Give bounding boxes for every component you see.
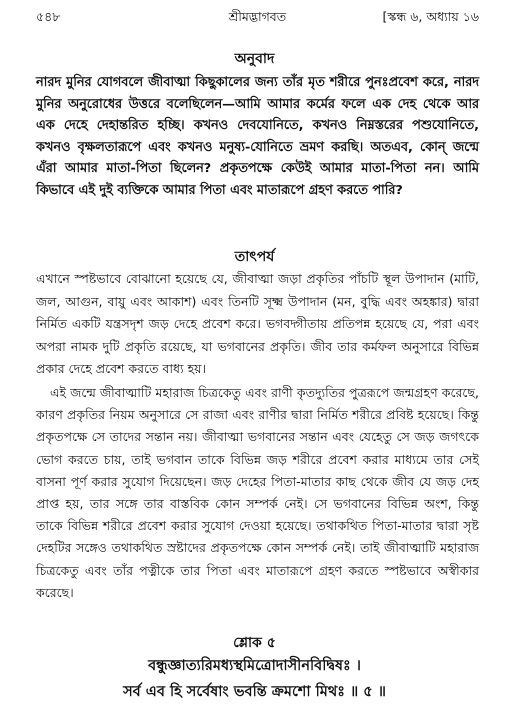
purport-paragraph-1: এখানে স্পষ্টভাবে বোঝানো হয়েছে যে, জীবাত্মা জড়া প্রকৃতির পাঁচটি স্থূল উপাদান (মাটি, জল, আগুন, বায়ু এবং আকাশ) এবং তিনটি সূক্ষ্ম উপাদান (মন, বুদ্ধি এবং অহঙ্কার) দ্বারা নির্মিত একটি যন্ত্রসদৃশ জড় দেহে প্রবেশ করে। ভগবদ্গীতায় প্রতিপন্ন হয়েছে যে, পরা এবং অপরা নামক দুটি প্রকৃতি রয়েছে, যা ভগবানের প্রকৃতি। জীব তার কর্মফল অনুসারে বিভিন্ন প্রকার দেহে প্রবেশ করতে বাধ্য হয়। xyxy=(36,271,479,376)
translation-heading: অনুবাদ xyxy=(234,51,275,67)
purport-heading: তাৎপর্য xyxy=(234,249,275,265)
purport-paragraph-2: এই জন্মে জীবাত্মাটি মহারাজ চিত্রকেতু এবং রাণী কৃতদ্যুতির পুত্ররূপে জন্মগ্রহণ করেছে, কারণ প্রকৃতির নিয়ম অনুসারে সে রাজা এবং রাণীর দ্বারা নির্মিত শরীরে প্রবিষ্ট হয়েছে। কিন্তু প্রকৃতপক্ষে সে তাদের সন্তান নয়। জীবাত্মা ভগবানের সন্তান এবং যেহেতু সে জড় জগৎকে ভোগ করতে চায়, তাই ভগবান তাকে বিভিন্ন জড় শরীরে প্রবেশ করার মাধ্যমে তার সেই বাসনা পূর্ণ করার সুযোগ দিয়েছেন। জড় দেহের পিতা-মাতার কাছ থেকে জীব যে জড় দেহ প্রাপ্ত হয়, তার সঙ্গে তার বাস্তবিক কোন সম্পর্ক নেই। সে ভগবানের বিভিন্ন অংশ, কিন্তু তাকে বিভিন্ন শরীরে প্রবেশ করার সুযোগ দেওয়া হয়েছে। তথাকথিত পিতা-মাতার দ্বারা সৃষ্ট দেহটির সঙ্গেও তথাকথিত স্রষ্টাদের প্রকৃতপক্ষে কোন সম্পর্ক নেই। তাই জীবাত্মাটি মহারাজ চিত্রকেতু এবং তাঁর পত্নীকে তার পিতা এবং মাতারূপে গ্রহণ করতে স্পষ্টভাবে অস্বীকার করেছে। xyxy=(36,385,479,600)
verse-heading: শ্লোক ৫ xyxy=(233,635,276,651)
verse-line-2: সর্ব এব হি সর্বেষাং ভবন্তি ক্রমশো মিথঃ ॥ ৫ ॥ xyxy=(123,684,386,700)
chapter-reference: [স্কন্ধ ৬, অধ্যায় ১৬ xyxy=(382,9,479,24)
book-title: শ্রীমদ্ভাগবত xyxy=(228,9,287,24)
running-header xyxy=(36,6,479,28)
translation-text: নারদ মুনির যোগবলে জীবাত্মা কিছুকালের জন্য তাঁর মৃত শরীরে পুনঃপ্রবেশ করে, নারদ মুনির অনুরোধের উত্তরে বলেছিলেন—আমি আমার কর্মের ফলে এক দেহ থেকে আর এক দেহে দেহান্তরিত হচ্ছি। কখনও দেবযোনিতে, কখনও নিম্নস্তরের পশুযোনিতে, কখনও বৃক্ষলতারূপে এবং কখনও মনুষ্য-যোনিতে ভ্রমণ করছি। অতএব, কোন্ জন্মে এঁরা আমার মাতা-পিতা ছিলেন? প্রকৃতপক্ষে কেউই আমার মাতা-পিতা নন। আমি কিভাবে এই দুই ব্যক্তিকে আমার পিতা এবং মাতারূপে গ্রহণ করতে পারি? xyxy=(36,75,479,198)
verse-line-1: বন্ধুজ্ঞাত্যরিমধ্যস্থমিত্রোদাসীনবিদ্বিষঃ । xyxy=(148,658,361,674)
page-number: ৫৪৮ xyxy=(36,9,61,24)
